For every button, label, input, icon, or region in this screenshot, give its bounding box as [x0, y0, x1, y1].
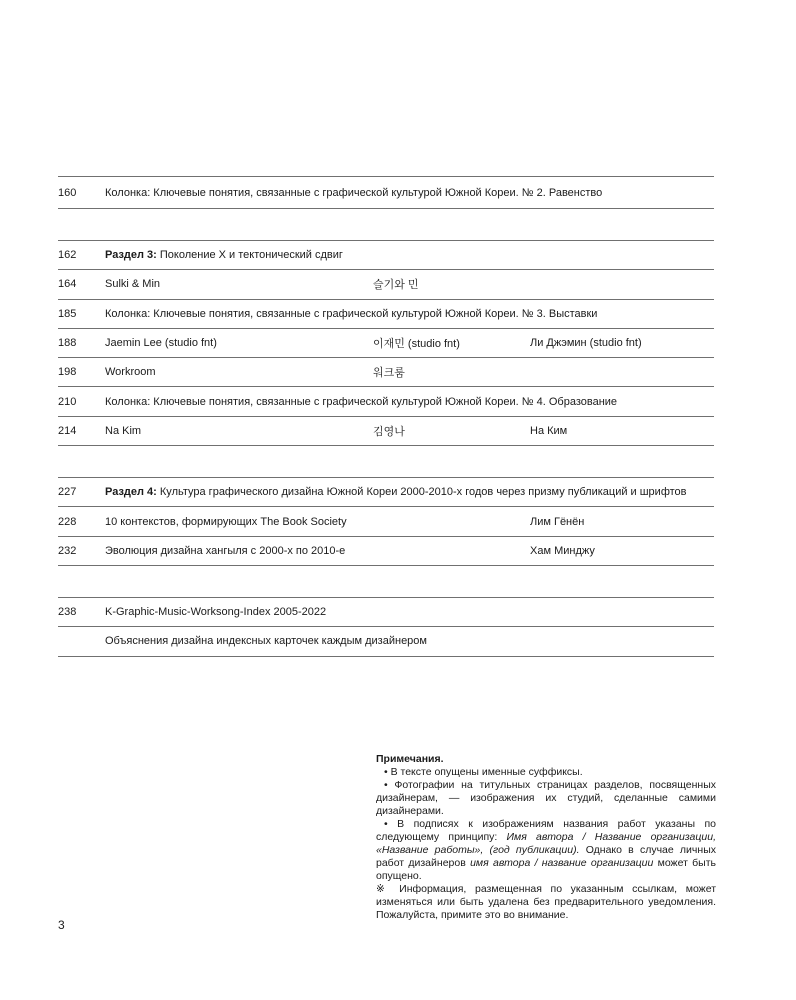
toc-section-label: Раздел 3: [105, 249, 157, 262]
toc-page-number: 162 [58, 249, 77, 262]
toc-entry-title: Jaemin Lee (studio fnt) [105, 337, 217, 350]
toc-entry-title: K-Graphic-Music-Worksong-Index 2005-2022 [105, 606, 327, 619]
toc-entry-title: Na Kim [105, 424, 142, 437]
toc-page-number: 164 [58, 278, 77, 291]
toc-entry-name-russian: Хам Минджу [530, 544, 595, 557]
toc-entry-title: Колонка: Ключевые понятия, связанные с графической культурой Южной Кореи. № 2. Равенство [105, 186, 603, 199]
notes-title: Примечания. [376, 753, 444, 765]
toc-entry-title: Раздел 3: Поколение X и тектонический сдвиг [105, 249, 343, 262]
note-text: может быть опущено. [376, 857, 716, 882]
toc-page-number: 214 [58, 424, 77, 437]
note-item: • В тексте опущены именные суффиксы. [384, 766, 583, 778]
page-number: 3 [58, 918, 65, 932]
table-of-contents [58, 176, 714, 688]
toc-section-label: Раздел 4: [105, 486, 157, 499]
toc-entry-korean: 워크룸 [373, 367, 405, 380]
toc-row [58, 357, 714, 386]
toc-row [58, 240, 714, 269]
toc-entry-title: Эволюция дизайна хангыля с 2000-х по 2010-е [105, 544, 346, 557]
toc-group [58, 597, 714, 657]
note-text-italic: имя автора / название организации [470, 857, 654, 869]
toc-page-number: 198 [58, 366, 77, 379]
notes-block [376, 753, 716, 922]
toc-page-number: 188 [58, 337, 77, 350]
toc-row [58, 269, 714, 298]
note-text: • В подписях к изображениям названия работ указаны по следующему принципу: [376, 818, 716, 843]
toc-entry-title: Workroom [105, 366, 156, 379]
toc-group [58, 176, 714, 209]
toc-entry-title: Sulki & Min [105, 278, 161, 291]
toc-row [58, 506, 714, 535]
toc-entry-title: Раздел 4: Культура графического дизайна Южной Кореи 2000-2010-х годов через призму публикаций и шрифтов [105, 486, 687, 499]
toc-entry-title: Колонка: Ключевые понятия, связанные с графической культурой Южной Кореи. № 4. Образование [105, 395, 618, 408]
toc-row [58, 626, 714, 655]
toc-group [58, 240, 714, 446]
toc-group [58, 477, 714, 566]
note-footnote: ※ Информация, размещенная по указанным ссылкам, может изменяться или быть удалена без предварительного уведомления. Пожалуйста, примите это во внимание. [376, 883, 716, 921]
toc-row [58, 328, 714, 357]
toc-row [58, 299, 714, 328]
note-text-italic: Имя автора / Название организации, «Название работы», (год публикации). [376, 831, 716, 856]
toc-page-number: 238 [58, 606, 77, 619]
toc-entry-korean: 김영나 [373, 425, 405, 438]
toc-row [58, 597, 714, 626]
toc-row [58, 176, 714, 208]
toc-row [58, 416, 714, 445]
toc-entry-title: Колонка: Ключевые понятия, связанные с графической культурой Южной Кореи. № 3. Выставки [105, 307, 598, 320]
note-item: • Фотографии на титульных страницах разделов, посвященных дизайнерам, — изображения их студий, сделанные самими дизайнерами. [376, 779, 716, 817]
toc-row [58, 477, 714, 506]
toc-page-number: 185 [58, 307, 77, 320]
toc-page-number: 210 [58, 395, 77, 408]
toc-entry-title: 10 контекстов, формирующих The Book Society [105, 515, 347, 528]
toc-entry-title: Объяснения дизайна индексных карточек каждым дизайнером [105, 635, 427, 648]
note-item [376, 818, 716, 883]
note-text: Однако в случае личных работ дизайнеров [376, 844, 716, 869]
toc-row [58, 386, 714, 415]
toc-page-number: 160 [58, 186, 77, 199]
toc-page-number: 232 [58, 544, 77, 557]
toc-entry-korean: 슬기와 민 [373, 279, 419, 292]
toc-page-number: 227 [58, 486, 77, 499]
toc-entry-name-russian: На Ким [530, 424, 568, 437]
toc-row [58, 536, 714, 565]
toc-page-number: 228 [58, 515, 77, 528]
toc-entry-name-russian: Лим Гёнён [530, 515, 585, 528]
toc-entry-korean: 이재민 (studio fnt) [373, 338, 460, 351]
toc-entry-name-russian: Ли Джэмин (studio fnt) [530, 337, 642, 350]
